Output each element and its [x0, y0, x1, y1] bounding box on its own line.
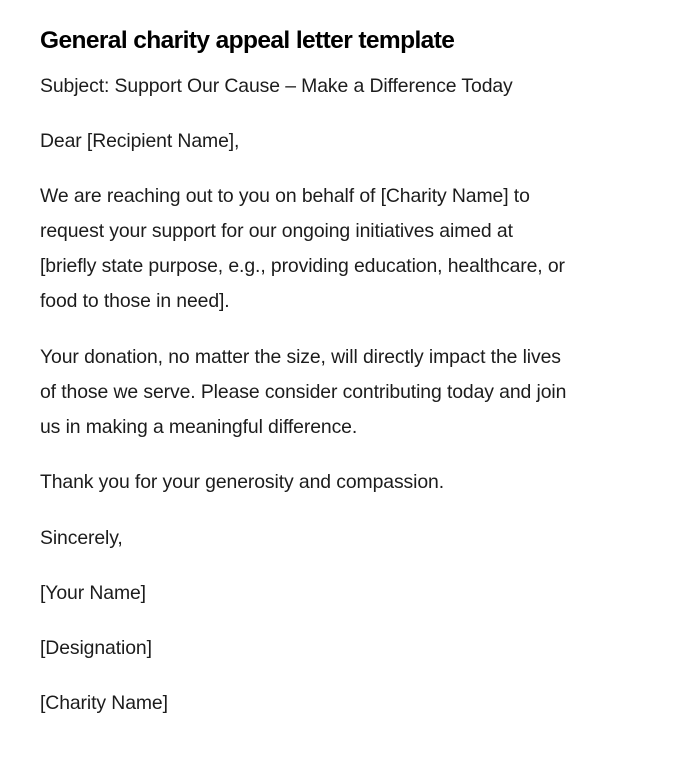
signature-organization: [Charity Name] [40, 692, 168, 714]
signature-designation: [Designation] [40, 637, 152, 659]
body-paragraph-2-line-1: Your donation, no matter the size, will directly impact the lives [40, 346, 561, 368]
body-paragraph-1-line-4: food to those in need]. [40, 290, 230, 312]
salutation: Dear [Recipient Name], [40, 130, 240, 152]
signature-name: [Your Name] [40, 582, 146, 604]
page-title: General charity appeal letter template [40, 27, 455, 54]
closing: Sincerely, [40, 527, 123, 549]
subject-line: Subject: Support Our Cause – Make a Difference Today [40, 75, 513, 97]
body-paragraph-2-line-3: us in making a meaningful difference. [40, 416, 358, 438]
body-paragraph-2 [40, 340, 640, 445]
body-paragraph-2-line-2: of those we serve. Please consider contributing today and join [40, 381, 567, 403]
body-paragraph-1-line-2: request your support for our ongoing initiatives aimed at [40, 220, 513, 242]
body-paragraph-1-line-3: [briefly state purpose, e.g., providing education, healthcare, or [40, 255, 565, 277]
thanks-line: Thank you for your generosity and compassion. [40, 471, 445, 493]
body-paragraph-1-line-1: We are reaching out to you on behalf of [Charity Name] to [40, 185, 530, 207]
body-paragraph-1 [40, 179, 640, 319]
